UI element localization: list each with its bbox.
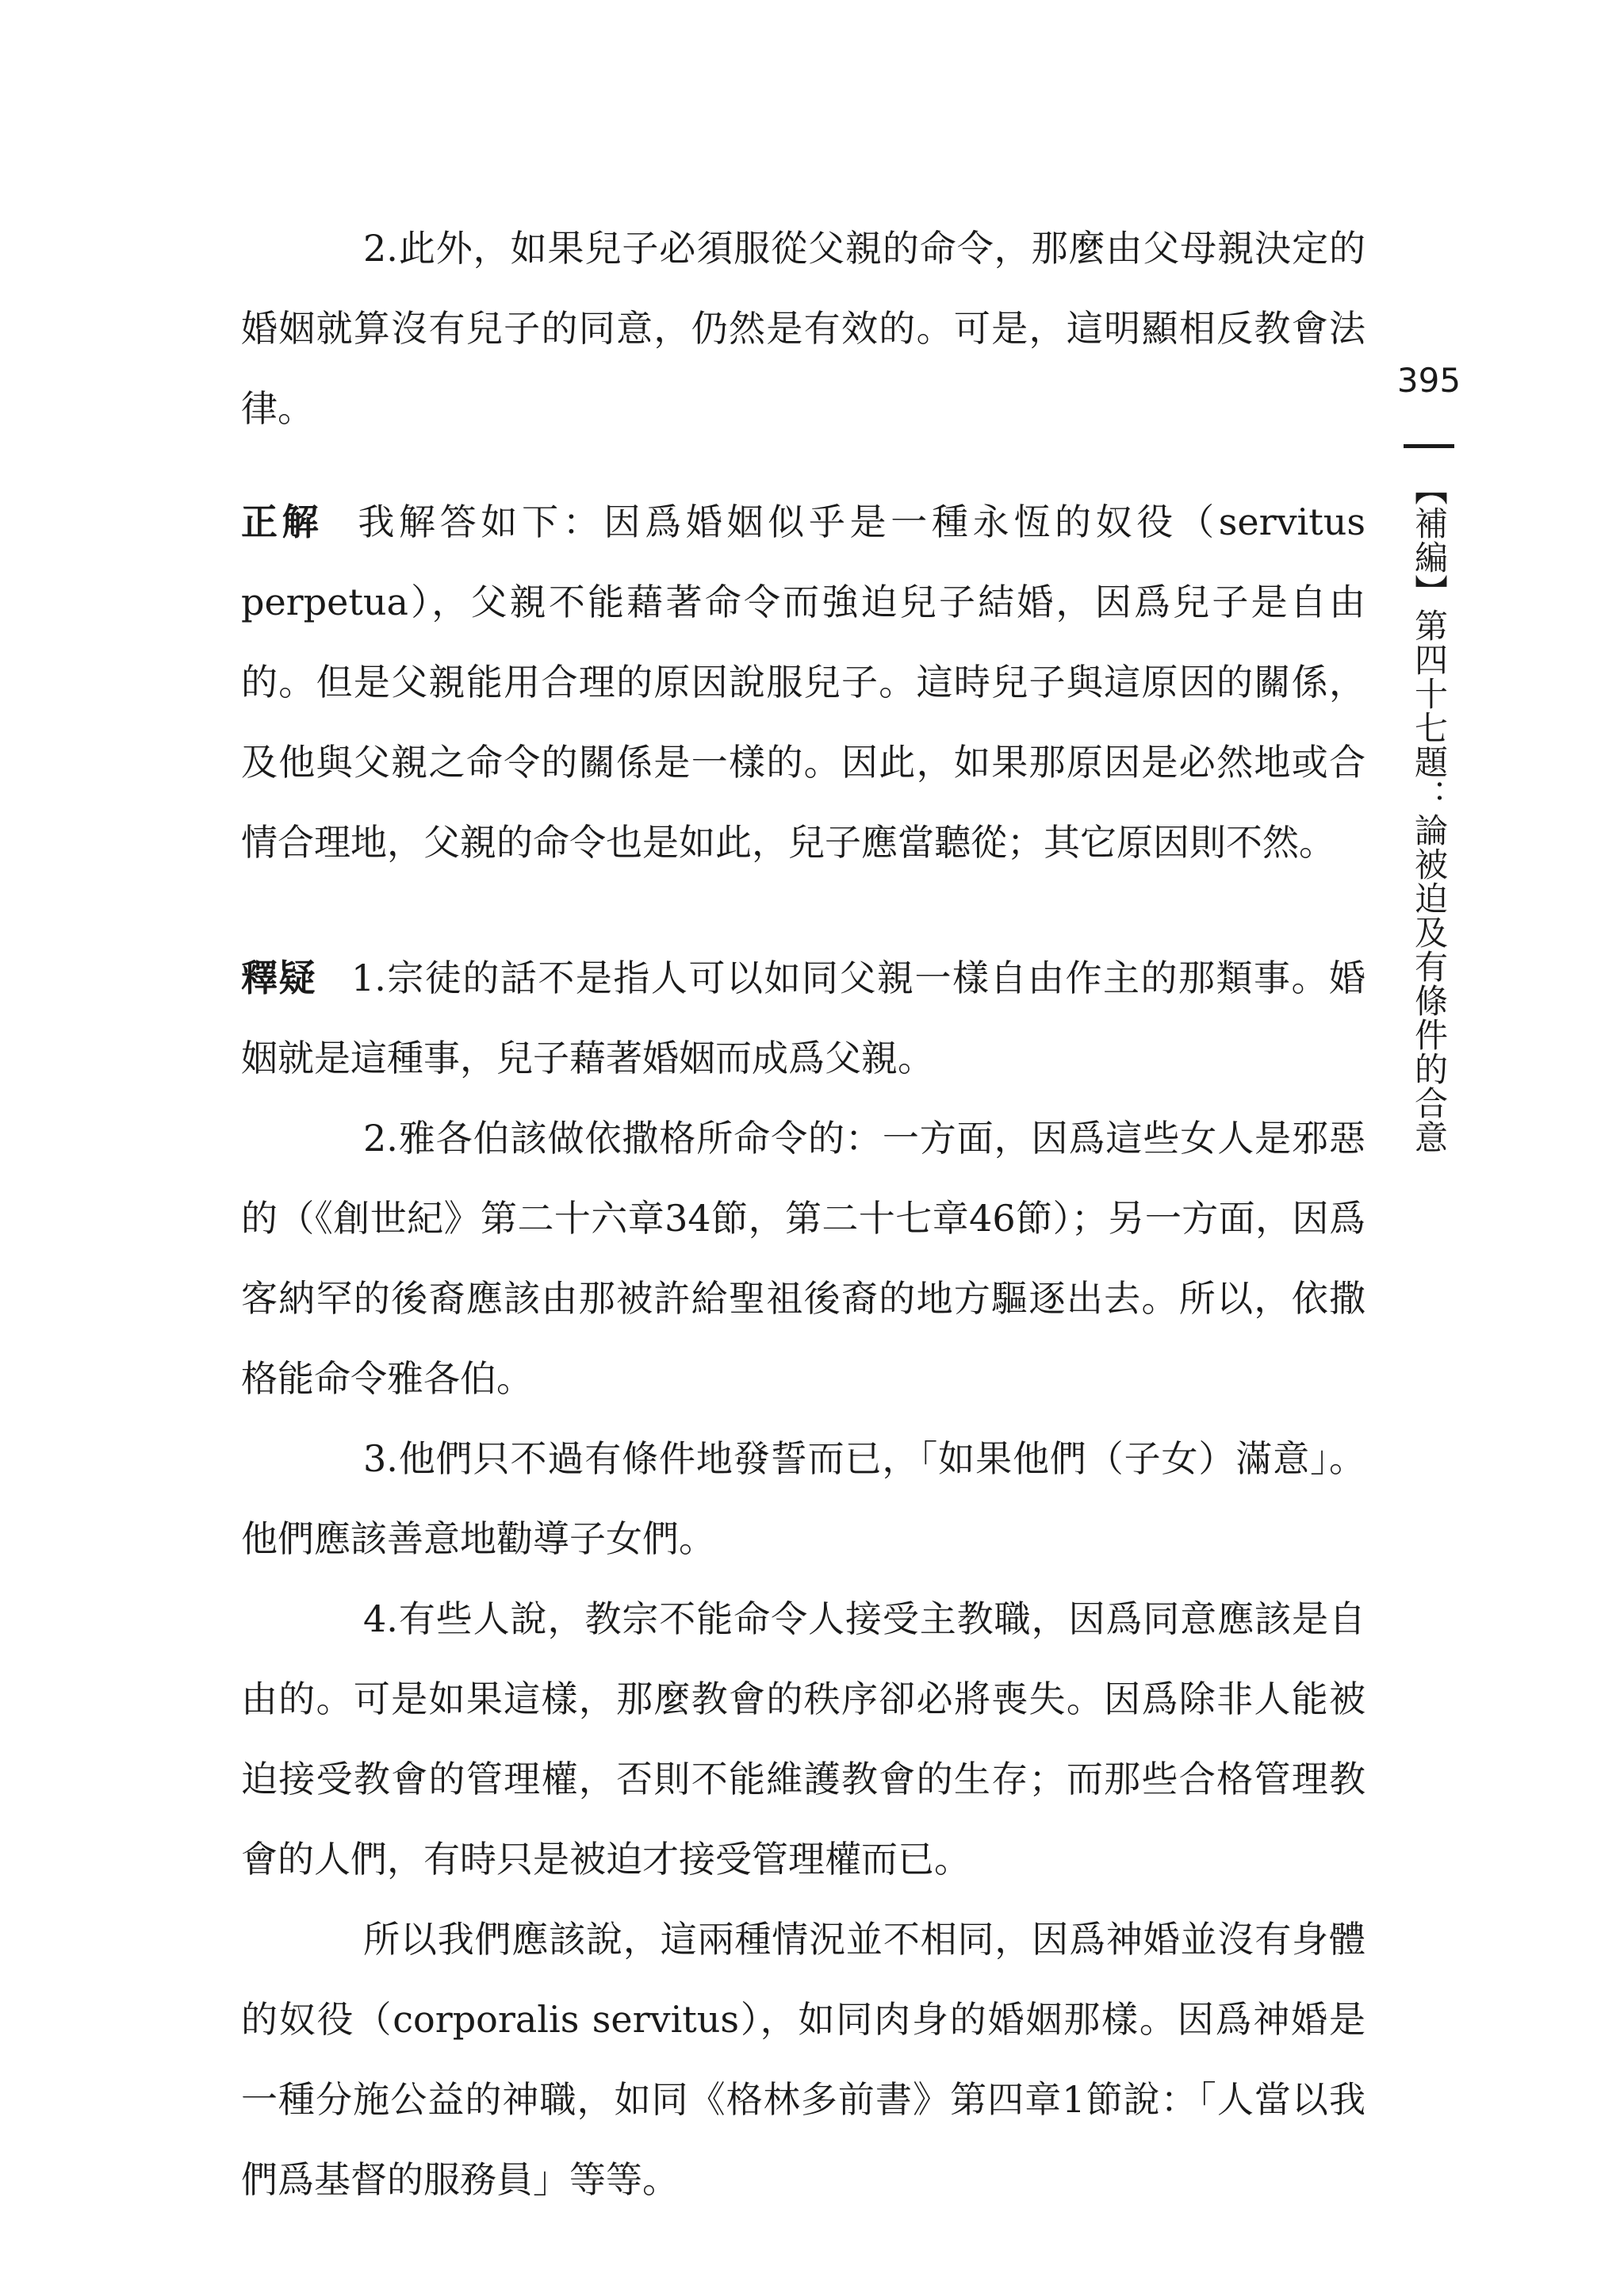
conclusion-text: 所以我們應該說，這兩種情況並不相同，因爲神婚並沒有身體的奴役（corporalis servitus），如同肉身的婚姻那樣。因爲神婚是一種分施公益的神職，如同《格林多前書》第四章1節說：「人當以我們爲基督的服務員」等等。 [241, 1918, 1365, 2201]
objection-2-paragraph [241, 209, 1365, 449]
respondeo-paragraph [241, 482, 1365, 883]
objection-2-text: 2.此外，如果兒子必須服從父親的命令，那麼由父母親決定的婚姻就算沒有兒子的同意，仍然是有效的。可是，這明顯相反教會法律。 [241, 227, 1365, 430]
replies-label: 釋疑 [241, 957, 317, 999]
running-title: 【補編】第四十七題：論被迫及有條件的合意 [1410, 472, 1449, 1154]
reply-2-text: 2.雅各伯該做依撒格所命令的：一方面，因爲這些女人是邪惡的（《創世紀》第二十六章34節，第二十七章46節）；另一方面，因爲客納罕的後裔應該由那被許給聖祖後裔的地方驅逐出去。所以，依撒格能命令雅各伯。 [241, 1117, 1365, 1400]
reply-1-paragraph [241, 938, 1365, 1099]
respondeo-label: 正解 [241, 500, 324, 543]
respondeo-body [241, 482, 1365, 883]
side-header [1396, 361, 1461, 1154]
header-rule [1404, 444, 1454, 448]
reply-4-text: 4.有些人說，教宗不能命令人接受主教職，因爲同意應該是自由的。可是如果這樣，那麼教會的秩序卻必將喪失。因爲除非人能被迫接受教會的管理權，否則不能維護教會的生存；而那些合格管理教會的人們，有時只是被迫才接受管理權而已。 [241, 1597, 1365, 1881]
reply-1-text: 1.宗徒的話不是指人可以如同父親一樣自由作主的那類事。婚姻就是這種事，兒子藉著婚姻而成爲父親。 [241, 957, 1366, 1079]
respondeo-text: 我解答如下：因爲婚姻似乎是一種永恆的奴役（servitus perpetua），父親不能藉著命令而強迫兒子結婚，因爲兒子是自由的。但是父親能用合理的原因說服兒子。這時兒子與這原因的關係，及他與父親之命令的關係是一樣的。因此，如果那原因是必然地或合情合理地，父親的命令也是如此，兒子應當聽從；其它原因則不然。 [241, 500, 1365, 864]
page-number: 395 [1396, 361, 1461, 400]
reply-3-text: 3.他們只不過有條件地發誓而已，「如果他們（子女）滿意」。他們應該善意地勸導子女們。 [241, 1437, 1365, 1560]
replies-section [241, 938, 1365, 2220]
